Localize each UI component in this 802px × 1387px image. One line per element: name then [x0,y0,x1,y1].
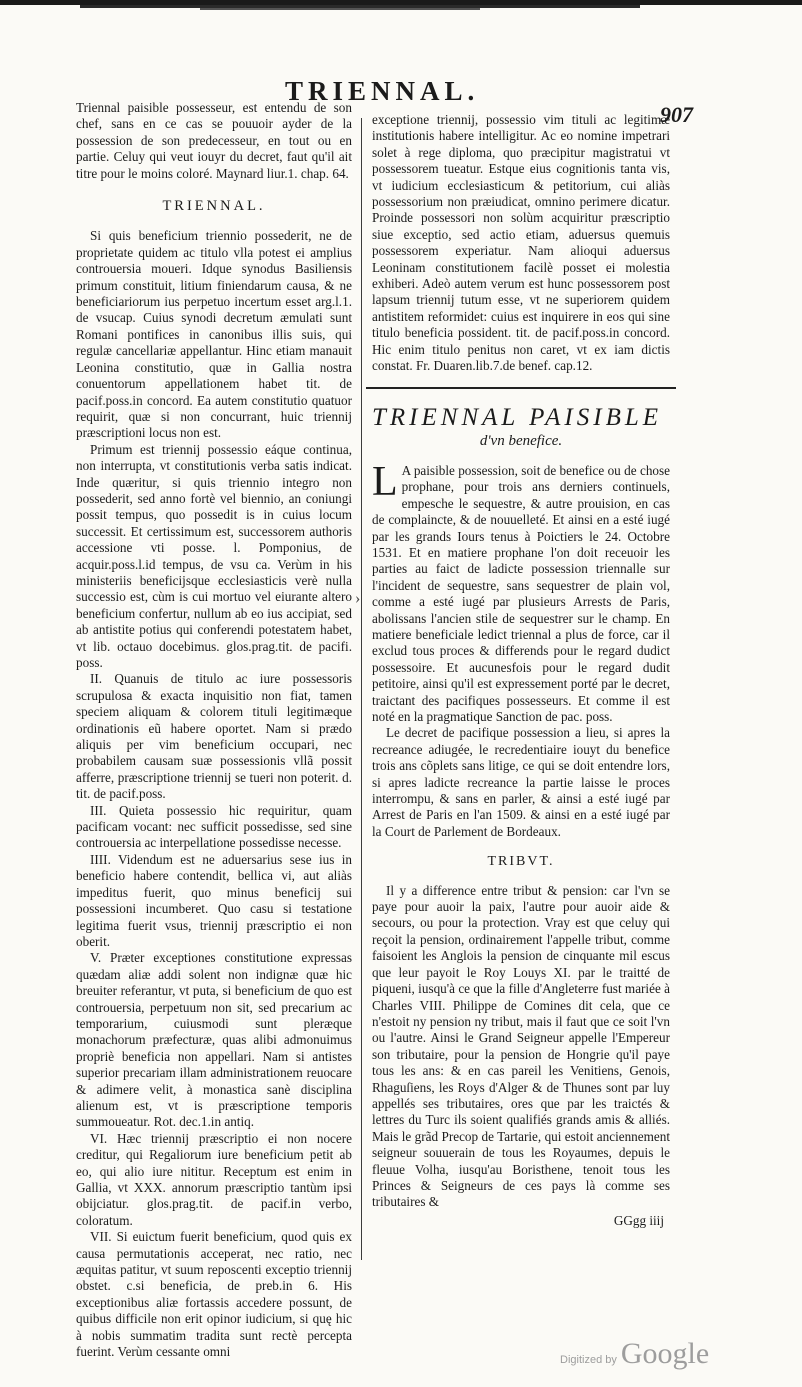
digitized-watermark [560,1337,709,1371]
section-heading-triennal-paisible: TRIENNAL PAISIBLE [372,403,663,431]
watermark-prefix: Digitized by [560,1354,617,1366]
continued-paragraph: exceptione triennij, possessio vim tituli ac legitimæ institutionis habere intelligitur. Ac eo nomine impetrari solet à rege diploma, quo præcipitur magistratui vt possessorem tueatur. Estque eius cognitionis tanta vis, vt iudicium ecclesiasticum & petitorium, cui aliàs possessorium non præiudicat, omnino perimere dicatur. Proinde possessori non solùm acquiritur præscriptio siue exceptio, sed actio etiam, aduersus quemuis possessorem experiatur. Nam alioqui aduersus Leoninam constitutionem facilè posset ei molestia exhiberi. Adeò autem verum est hunc possessorem post lapsum triennij tutum esse, vt ne superiorem quidem antistitem reformidet: cuius est inquirere in eos qui sine titulo beneficia possident. tit. de pacif.poss.in concord. Hic enim titulo penitus non caret, vt ex iam dictis constat. Fr. Duaren.lib.7.de benef. cap.12. [372,112,670,374]
paragraph: VI. Hæc triennij præscriptio ei non nocere creditur, qui Regaliorum iure beneficium petit ab eo, qui alio iure nititur. Receptum est enim in Gallia, vt XXX. annorum præscriptio tantùm ipsi obijciatur. glos.prag.tit. de pacif.in verbo, coloratum. [76,1130,352,1228]
dropcap-letter: L [372,458,398,505]
section-rule [366,387,676,389]
paragraph-text: A paisible possession, soit de benefice ou de chose prophane, pour trois ans derniers continuels, empesche le sequestre, & autre prouision, en cas de complaincte, & de nouuelleté. Et ainsi en a esté iugé par les grands Iours tenus à Poictiers le 24. Octobre 1531. Et en matiere prophane l'on doit receuoir les parties au faict de ladicte possession triennalle sur l'incident de sequestre, sans sequestrer de plain vol, comme a esté iugé par plusieurs Arrests de Paris, abolissans l'ancien stile de sequestrer sur le champ. En matiere beneficiale ledict triennal a plus de force, car il exclud tous proces & differends pour le regard dudict possessoire. Et aucunesfois pour le regard dudit petitoire, ainsi qu'il est expressement porté par le decret, traictant des pacifiques possesseurs. Et comme il est noté en la pragmatique Sanction de pac. poss. [372,462,670,724]
paragraph: V. Præter exceptiones constitutione expressas quædam aliæ addi solent non indignæ quæ hic breuiter referantur, vt puta, si beneficium de quo est controuersia, perpetuum non sit, sed precarium ac temporarium, cuiusmodi sunt pleræque monachorum præfecturæ, quas alibi admonuimus propriè beneficia non appellari. Nam si antistes superior precariam illam administrationem reuocare & adimere velit, à monastica sanè disciplina alienum est, vt is præscriptione temporis summoueatur. Rot. dec.1.in antiq. [76,950,352,1130]
page-top-edge [0,0,802,14]
paragraph: VII. Si euictum fuerit beneficium, quod quis ex causa permutationis acceperat, nec ratio, nec æquitas patitur, vt suum reposcenti exceptio triennij obstet. c.si beneficia, de preb.in 6. His exceptionibus aliæ fortassis accedere possunt, de quibus difficile non erit opinor iudicium, si quę hic à nobis summatim tradita sunt rectè percepta fuerint. Verùm cessante omni [76,1229,352,1360]
paragraph: Si quis beneficium triennio possederit, ne de proprietate quidem ac titulo vlla potest ei amplius controuersia moueri. Idque synodus Basiliensis primum constituit, litium finiendarum causa, & ne beneficiariorum ius perpetuo incertum esset arg.l.1. de vsucap. Cuius synodi decretum æmulati sunt Romani pontifices in canonibus illis suis, qui regulæ cancellariæ appellantur. Hinc etiam manauit Leonina constitutio, quæ in Gallia nostra conuentorum appellationem habet tit. de pacif.poss.in concord. Ea autem constitutio quatuor requirit, quæ si non concurrant, huic triennij præscriptioni locus non est. [76,228,352,441]
catchword: GGgg iiij [613,1212,664,1228]
right-column [372,112,670,1272]
page-number: 907 [660,102,693,127]
paragraph: II. Quanuis de titulo ac iure possessoris scrupulosa & exacta inquisitio non fiat, tamen speciem aliquam & colorem tituli legitimæque ordinationis eũ habere oportet. Nam si prædo aliquis per vim beneficium occupari, nec probabilem causam suæ possessionis vllã possit afferre, præscriptione triennij se tueri non poterit. d. tit. de pacif.poss. [76,671,352,802]
section-subheading: d'vn benefice. [479,432,563,449]
paragraph: Il y a difference entre tribut & pension: car l'vn se paye pour auoir la paix, l'autre pour auoir aide & secours, ou pour la protection. Vray est que celuy qui reçoit la pension, ordinairement l'appelle tribut, comme faisoient les Anglois la pension de cinquante mil escus que leur payoit le Roy Louys XI. par le traitté de piqueni, iusqu'à ce que la fille d'Angleterre fust mariée à Charles VIII. Philippe de Comines dit cela, que ce n'estoit ny pension ny tribut, mais il faut que ce soit l'vn ou l'autre. Ainsi le Grand Seigneur appelle l'Empereur son tributaire, pour la pension de Hongrie qu'il paye tous les ans: & en cas pareil les Venitiens, Genois, Rhaguſiens, les Roys d'Alger & de Thunes sont par luy appellés ses tributaires, ores que par les traictés & lettres du Turc ils soient qualifiés grands amis & alliés. Mais le grãd Precop de Tartarie, qui estoit anciennement seigneur souuerain de tous les Royaumes, depuis le fleuue Volha, iusqu'au Boristhene, tenoit tous les Princes & Seigneurs de ces pays là comme ses tributaires & [372,882,670,1210]
running-title: TRIENNAL. [285,76,480,106]
paragraph-with-dropcap [372,458,670,726]
paragraph: Le decret de pacifique possession a lieu, si apres la recreance adiugée, le recredentiaire iouyt du benefice trois ans cõplets sans litige, ce qui se doit entendre lors, si apres ladicte recreance la partie laisse le proces interrompu, & sans en parler, & ainsi a esté iugé par Arrest de Paris en l'an 1509. & ainsi en a esté iugé par la Court de Parlement de Bordeaux. [372,725,670,839]
section-heading-triennal: TRIENNAL. [162,198,266,215]
section-heading-tribut: TRIBVT. [487,854,555,870]
continued-paragraph: Triennal paisible possesseur, est entendu de son chef, sans en ce cas se pouuoir ayder de la possession de son predecesseur, en tout ou en partie. Celuy qui veut iouyr du decret, faut qu'il ait titre pour le moins coloré. Maynard liur.1. chap. 64. [76,100,352,181]
margin-mark-icon: › [355,590,361,607]
left-column [76,100,352,1360]
paragraph: Primum est triennij possessio eáque continua, non interrupta, vt constitutionis verba satis indicat. Inde quæritur, si quis triennio integro non possederit, sed anno fortè vel biennio, an coniungi possit tempus, quo possedit is in cuius locum successit. Et certissimum est, successorem authoris accessione vti posse. l. Pomponius, de acquir.poss.l.id tempus, de vsu ca. Verùm in his ministeriis beneficijsque ecclesiasticis verè nulla successio est, cùm is cui mortuo vel eiurante altero beneficium confertur, nullum ab eo ius accipiat, sed ab antistite potius qui conferendi potestatem habet, vt lib. octauo docebimus. glos.prag.tit. de pacifi. poss. [76,441,352,670]
paragraph: IIII. Videndum est ne aduersarius sese ius in beneficio habere contendit, bellica vi, aut aliàs impeditus fuerit, quo minus beneficij sui possessioni incumberet. Quo casu si testatione legitima fuerit vsus, triennij præscriptio ei non oberit. [76,851,352,949]
paragraph: III. Quieta possessio hic requiritur, quam pacificam vocant: nec sufficit possedisse, sed sine controuersia ac interpellatione possedisse necesse. [76,802,352,851]
google-logo: Google [620,1337,710,1370]
column-divider [361,118,362,1260]
